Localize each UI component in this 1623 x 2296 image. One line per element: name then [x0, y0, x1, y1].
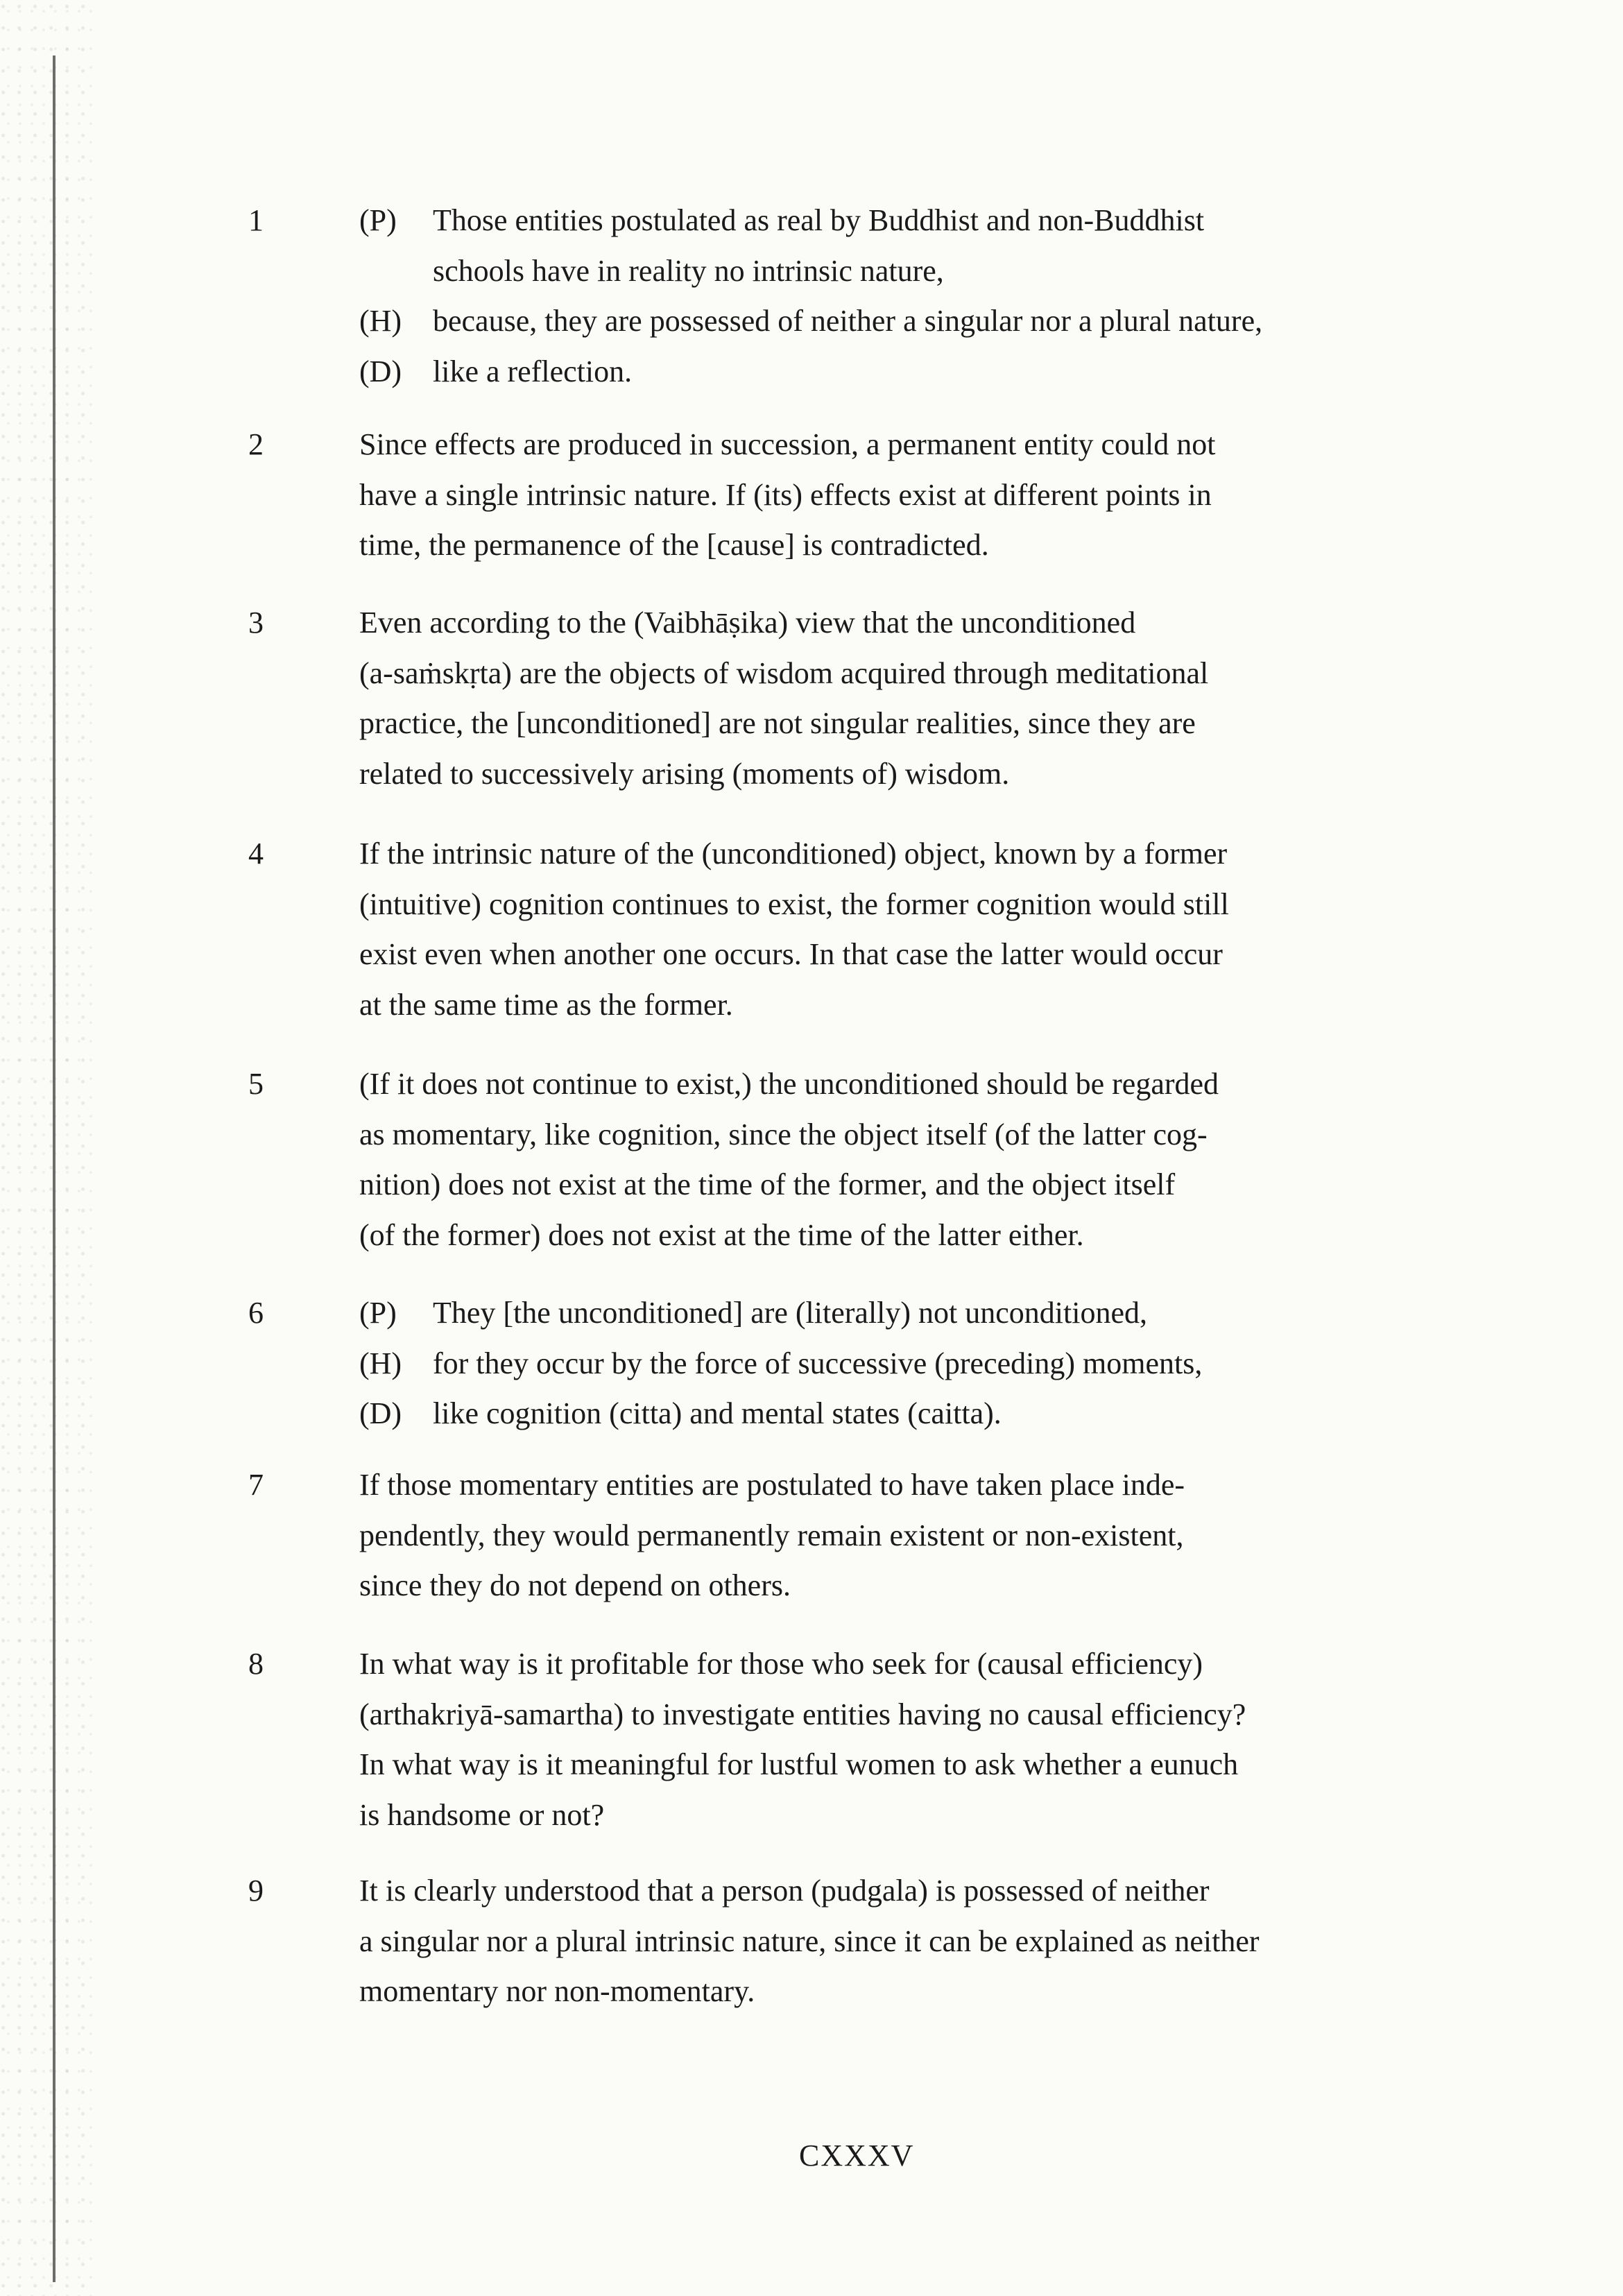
text-line: is handsome or not?	[359, 1797, 605, 1832]
text-line: If those momentary entities are postulated to have taken place inde-	[359, 1468, 1185, 1502]
text-line: at the same time as the former.	[359, 987, 733, 1022]
syllogism-tag: (H)	[359, 304, 402, 338]
text-line: It is clearly understood that a person (pudgala) is possessed of neither	[359, 1874, 1210, 1908]
syllogism-line: (H) because, they are possessed of neither a singular nor a plural nature,	[359, 296, 1455, 347]
entry-text	[359, 1639, 1455, 1840]
entry-number: 9	[248, 1874, 264, 1908]
entry-number: 3	[248, 606, 264, 640]
text-line: (of the former) does not exist at the time of the latter either.	[359, 1217, 1084, 1252]
text-line: as momentary, like cognition, since the object itself (of the latter cog-	[359, 1117, 1208, 1151]
binding-margin-line	[53, 55, 55, 2282]
entry-text	[359, 1059, 1455, 1260]
text-line: (arthakriyā-samartha) to investigate entities having no causal efficiency?	[359, 1697, 1246, 1731]
text-line: exist even when another one occurs. In that case the latter would occur	[359, 937, 1223, 971]
text-line: Even according to the (Vaibhāṣika) view that the unconditioned	[359, 606, 1136, 640]
entry-number: 2	[248, 427, 264, 461]
text-line: In what way is it meaningful for lustful women to ask whether a eunuch	[359, 1747, 1239, 1781]
text-line: a singular nor a plural intrinsic nature, since it can be explained as neither	[359, 1924, 1260, 1958]
text-line: momentary nor non-momentary.	[359, 1974, 755, 2008]
syllogism-tag: (P)	[359, 203, 397, 237]
text-line: In what way is it profitable for those who seek for (causal efficiency)	[359, 1647, 1203, 1681]
entry-text	[359, 196, 1455, 397]
text-line: (a-saṁskṛta) are the objects of wisdom acquired through meditational	[359, 656, 1209, 690]
entry-text	[359, 1460, 1455, 1611]
syllogism-line: (P) They [the unconditioned] are (literally) not unconditioned,	[359, 1288, 1455, 1339]
syllogism-tag: (P)	[359, 1296, 397, 1330]
text-line: nition) does not exist at the time of the former, and the object itself	[359, 1167, 1176, 1201]
syllogism-line: (D) like cognition (citta) and mental states (caitta).	[359, 1389, 1455, 1439]
text-line: time, the permanence of the [cause] is contradicted.	[359, 528, 989, 562]
entry-text	[359, 420, 1455, 571]
text-line: pendently, they would permanently remain existent or non-existent,	[359, 1518, 1184, 1552]
entry-number: 4	[248, 837, 264, 871]
entry-number: 6	[248, 1296, 264, 1330]
text-line: If the intrinsic nature of the (unconditioned) object, known by a former	[359, 837, 1228, 871]
entry-text	[359, 598, 1455, 799]
text-line: have a single intrinsic nature. If (its) effects exist at different points in	[359, 477, 1212, 512]
text-line: (If it does not continue to exist,) the unconditioned should be regarded	[359, 1067, 1219, 1101]
text-line: Since effects are produced in succession, a permanent entity could not	[359, 427, 1216, 461]
entry-number: 8	[248, 1647, 264, 1681]
entry-number: 7	[248, 1468, 264, 1502]
syllogism-line: (D) like a reflection.	[359, 347, 1455, 397]
entry-number: 1	[248, 203, 264, 237]
text-line: practice, the [unconditioned] are not singular realities, since they are	[359, 706, 1196, 740]
scan-edge-noise	[0, 0, 97, 2296]
entry-text	[359, 1288, 1455, 1439]
syllogism-line: (H) for they occur by the force of successive (preceding) moments,	[359, 1339, 1455, 1389]
text-line: (intuitive) cognition continues to exist, the former cognition would still	[359, 886, 1229, 921]
entry-text	[359, 1866, 1455, 2017]
syllogism-tag: (D)	[359, 1396, 402, 1430]
syllogism-line: (P) Those entities postulated as real by Buddhist and non-Buddhist	[359, 196, 1455, 246]
entry-number: 5	[248, 1067, 264, 1101]
text-line: since they do not depend on others.	[359, 1568, 791, 1602]
syllogism-line: schools have in reality no intrinsic nature,	[433, 253, 944, 288]
entry-text	[359, 829, 1455, 1030]
page-number: CXXXV	[799, 2139, 915, 2173]
syllogism-tag: (H)	[359, 1346, 402, 1380]
text-line: related to successively arising (moments of) wisdom.	[359, 756, 1010, 791]
syllogism-tag: (D)	[359, 354, 402, 388]
